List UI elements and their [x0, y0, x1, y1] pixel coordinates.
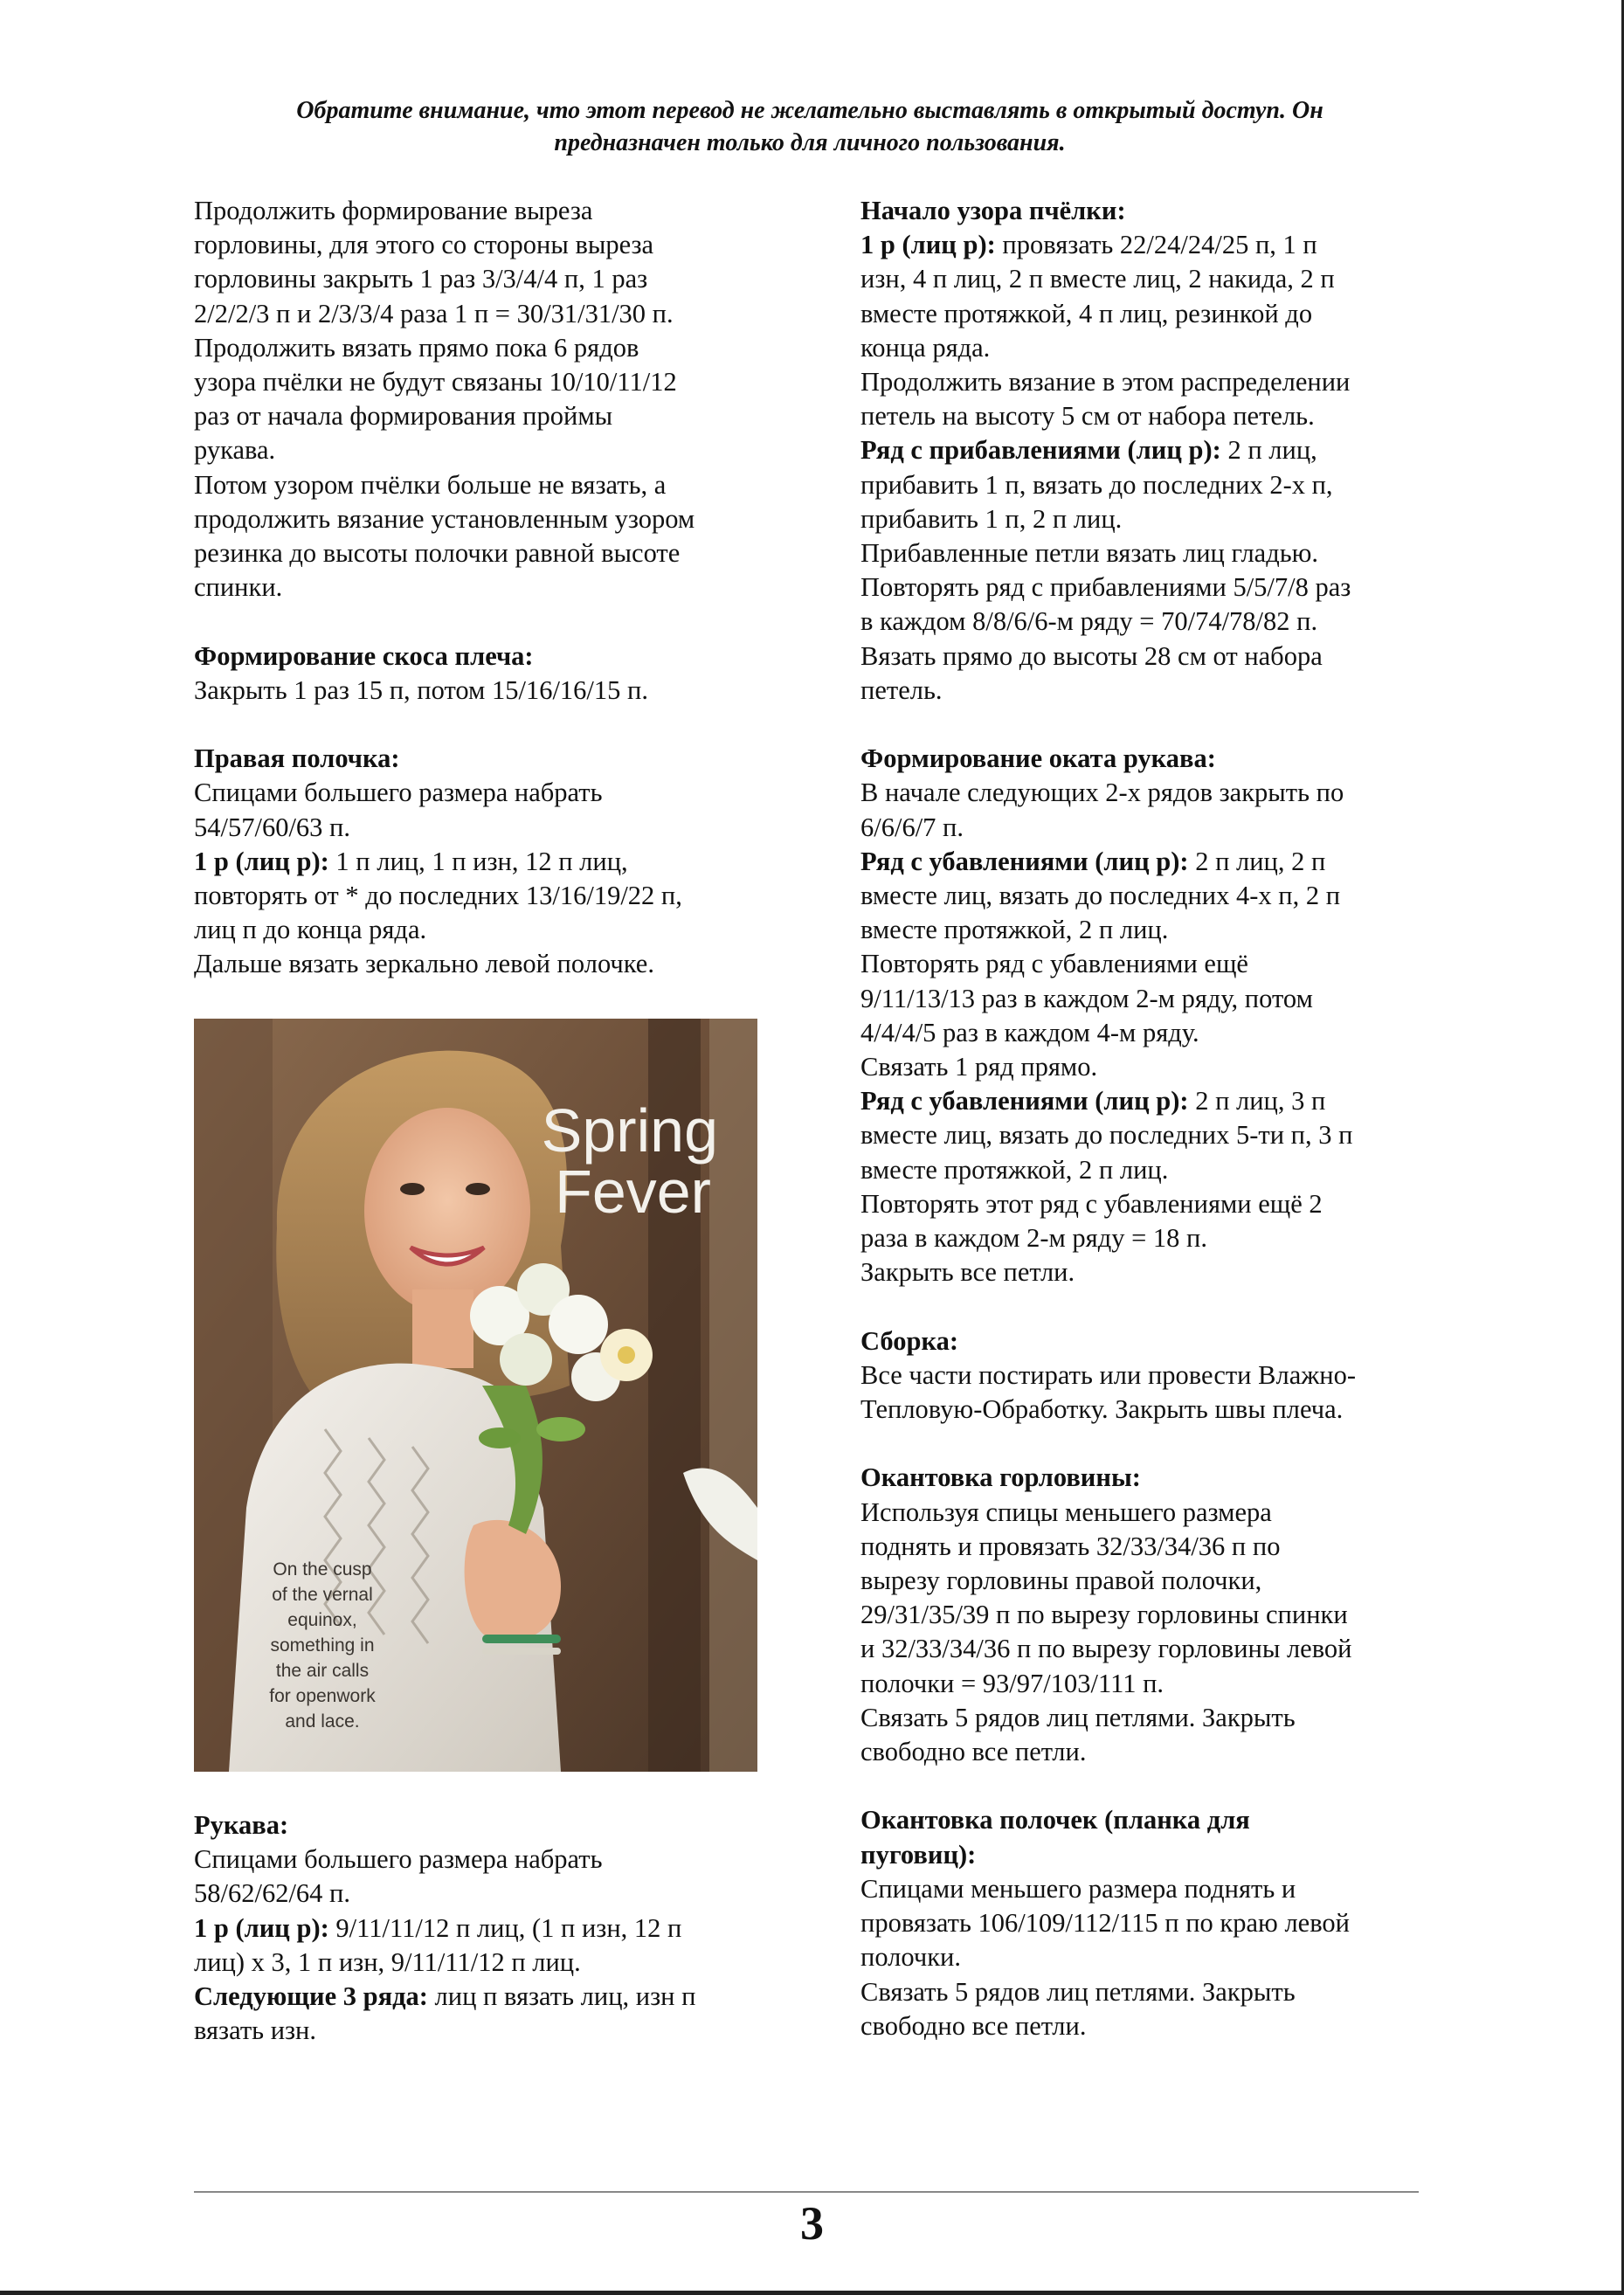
text-line: изн, 4 п лиц, 2 п вместе лиц, 2 накида, 2 п [860, 264, 1335, 294]
photo-caption-line: something in [270, 1635, 375, 1656]
page-number: 3 [800, 2197, 824, 2250]
text-line: Все части постирать или провести Влажно- [860, 1359, 1357, 1390]
text-line: Повторять ряд с прибавлениями 5/5/7/8 раз [860, 572, 1351, 603]
text-line: петель на высоту 5 см от набора петель. [860, 401, 1315, 432]
text-line: Потом узором пчёлки больше не вязать, а [194, 469, 667, 500]
text-line: вязать изн. [194, 2015, 317, 2046]
text-line: повторять от * до последних 13/16/19/22 п, [194, 881, 682, 911]
magazine-photo [194, 1019, 757, 1772]
right-front-heading: Правая полочка: [194, 743, 400, 774]
sleeve-cap-heading: Формирование оката рукава: [860, 743, 1216, 774]
text-line: вместе протяжкой, 2 п лиц. [860, 1154, 1169, 1185]
right-front-row-1: 1 р (лиц р): 1 п лиц, 1 п изн, 12 п лиц, [194, 846, 628, 876]
text-line: 6/6/6/7 п. [860, 812, 964, 842]
text-line: Связать 1 ряд прямо. [860, 1052, 1098, 1082]
text-line: раза в каждом 2-м ряду = 18 п. [860, 1223, 1208, 1254]
bee-row-1: 1 р (лиц р): провязать 22/24/24/25 п, 1 п [860, 230, 1317, 260]
text-line: спинки. [194, 572, 283, 603]
photo-caption-line: equinox, [287, 1610, 357, 1630]
shoulder-heading: Формирование скоса плеча: [194, 640, 534, 671]
photo-caption-line: and lace. [285, 1711, 360, 1732]
text-line: Продолжить вязание в этом распределении [860, 367, 1351, 397]
text-line: свободно все петли. [860, 1737, 1087, 1767]
text-line: продолжить вязание установленным узором [194, 503, 695, 534]
text-line: Продолжить формирование выреза [194, 196, 593, 225]
text-line: 2/2/2/3 п и 2/3/3/4 раза 1 п = 30/31/31/30 п. [194, 298, 674, 328]
text-line: свободно все петли. [860, 2010, 1087, 2041]
text-line: 29/31/35/39 п по вырезу горловины спинки [860, 1600, 1348, 1630]
text-line: прибавить 1 п, 2 п лиц. [860, 503, 1123, 534]
photo-caption-line: of the vernal [272, 1585, 373, 1605]
text-line: Спицами меньшего размера поднять и [860, 1873, 1296, 1904]
text-line: раз от начала формирования проймы [194, 401, 613, 432]
text-line: рукава. [194, 435, 276, 466]
photo-caption-line: the air calls [275, 1661, 370, 1681]
sleeves-next-rows: Следующие 3 ряда: лиц п вязать лиц, изн п [194, 1981, 696, 2012]
photo-caption-line: for openwork [269, 1686, 376, 1706]
text-line: горловины закрыть 1 раз 3/3/4/4 п, 1 раз [194, 264, 648, 294]
text-line: В начале следующих 2-х рядов закрыть по [860, 778, 1344, 808]
text-line: Повторять ряд с убавлениями ещё [860, 949, 1248, 979]
bee-pattern-heading: Начало узора пчёлки: [860, 196, 1126, 225]
sleeves-heading: Рукава: [194, 1810, 289, 1840]
text-line: петель. [860, 674, 943, 705]
neck-shaping-paragraph [194, 194, 788, 605]
text-line: резинка до высоты полочки равной высоте [194, 538, 681, 569]
text-line: прибавить 1 п, вязать до последних 2-х п, [860, 469, 1333, 500]
neckband-heading: Окантовка горловины: [860, 1462, 1141, 1493]
footer-divider [194, 2191, 1419, 2193]
photo-title-line-2: Fever [555, 1158, 711, 1226]
text-line: Прибавленные петли вязать лиц гладью. [860, 538, 1319, 569]
shoulder-text: Закрыть 1 раз 15 п, потом 15/16/16/15 п. [194, 674, 648, 705]
photo-caption-line: On the cusp [273, 1559, 372, 1580]
right-column [860, 194, 1428, 2043]
sleeves-row-1: 1 р (лиц р): 9/11/11/12 п лиц, (1 п изн, 12 п [194, 1912, 682, 1943]
text-line: 54/57/60/63 п. [194, 812, 350, 842]
text-line: вместе лиц, вязать до последних 4-х п, 2 п [860, 881, 1341, 911]
text-line: Используя спицы меньшего размера [860, 1497, 1272, 1527]
decrease-row-2: Ряд с убавлениями (лиц р): 2 п лиц, 3 п [860, 1086, 1326, 1116]
text-line: провязать 106/109/112/115 п по краю левой [860, 1908, 1350, 1939]
photo-title-line-1: Spring [541, 1096, 718, 1165]
text-line: 9/11/13/13 раз в каждом 2-м ряду, потом [860, 983, 1313, 1013]
left-column [194, 194, 788, 982]
text-line: лиц п до конца ряда. [194, 915, 427, 945]
text-line: вместе протяжкой, 4 п лиц, резинкой до [860, 298, 1313, 328]
text-line: 58/62/62/64 п. [194, 1878, 350, 1909]
text-line: лиц) х 3, 1 п изн, 9/11/11/12 п лиц. [194, 1946, 581, 1977]
sleeves-section [194, 1808, 788, 2048]
text-line: в каждом 8/8/6/6-м ряду = 70/74/78/82 п. [860, 606, 1318, 637]
notice-line-1: Обратите внимание, что этот перевод не желательно выставлять в открытый доступ. Он [296, 97, 1323, 124]
text-line: поднять и провязать 32/33/34/36 п по [860, 1531, 1281, 1561]
buttonband-heading-cont: пуговиц): [860, 1839, 977, 1870]
text-line: Повторять этот ряд с убавлениями ещё 2 [860, 1188, 1323, 1219]
buttonband-heading: Окантовка полочек (планка для [860, 1805, 1250, 1835]
text-line: Дальше вязать зеркально левой полочке. [194, 949, 654, 979]
text-line: вместе протяжкой, 2 п лиц. [860, 915, 1169, 945]
text-line: Связать 5 рядов лиц петлями. Закрыть [860, 1702, 1296, 1732]
assembly-heading: Сборка: [860, 1325, 958, 1356]
text-line: полочки = 93/97/103/111 п. [860, 1668, 1164, 1698]
text-line: горловины, для этого со стороны выреза [194, 230, 654, 260]
text-line: 4/4/4/5 раз в каждом 4-м ряду. [860, 1017, 1199, 1047]
text-line: узора пчёлки не будут связаны 10/10/11/12 [194, 367, 677, 397]
notice-line-2: предназначен только для личного пользования. [554, 129, 1066, 156]
text-line: Спицами большего размера набрать [194, 778, 603, 808]
increase-row: Ряд с прибавлениями (лиц р): 2 п лиц, [860, 435, 1317, 466]
text-line: Вязать прямо до высоты 28 см от набора [860, 640, 1323, 671]
text-line: и 32/33/34/36 п по вырезу горловины левой [860, 1634, 1352, 1664]
text-line: Тепловую-Обработку. Закрыть швы плеча. [860, 1394, 1344, 1425]
decrease-row-1: Ряд с убавлениями (лиц р): 2 п лиц, 2 п [860, 846, 1326, 876]
text-line: Связать 5 рядов лиц петлями. Закрыть [860, 1976, 1296, 2007]
text-line: Спицами большего размера набрать [194, 1844, 603, 1875]
text-line: Закрыть все петли. [860, 1257, 1075, 1288]
text-line: конца ряда. [860, 332, 991, 363]
text-line: полочки. [860, 1942, 961, 1973]
text-line: Продолжить вязать прямо пока 6 рядов [194, 332, 639, 363]
translation-notice [194, 94, 1426, 159]
text-line: вместе лиц, вязать до последних 5-ти п, 3 п [860, 1120, 1353, 1151]
text-line: вырезу горловины правой полочки, [860, 1566, 1262, 1596]
